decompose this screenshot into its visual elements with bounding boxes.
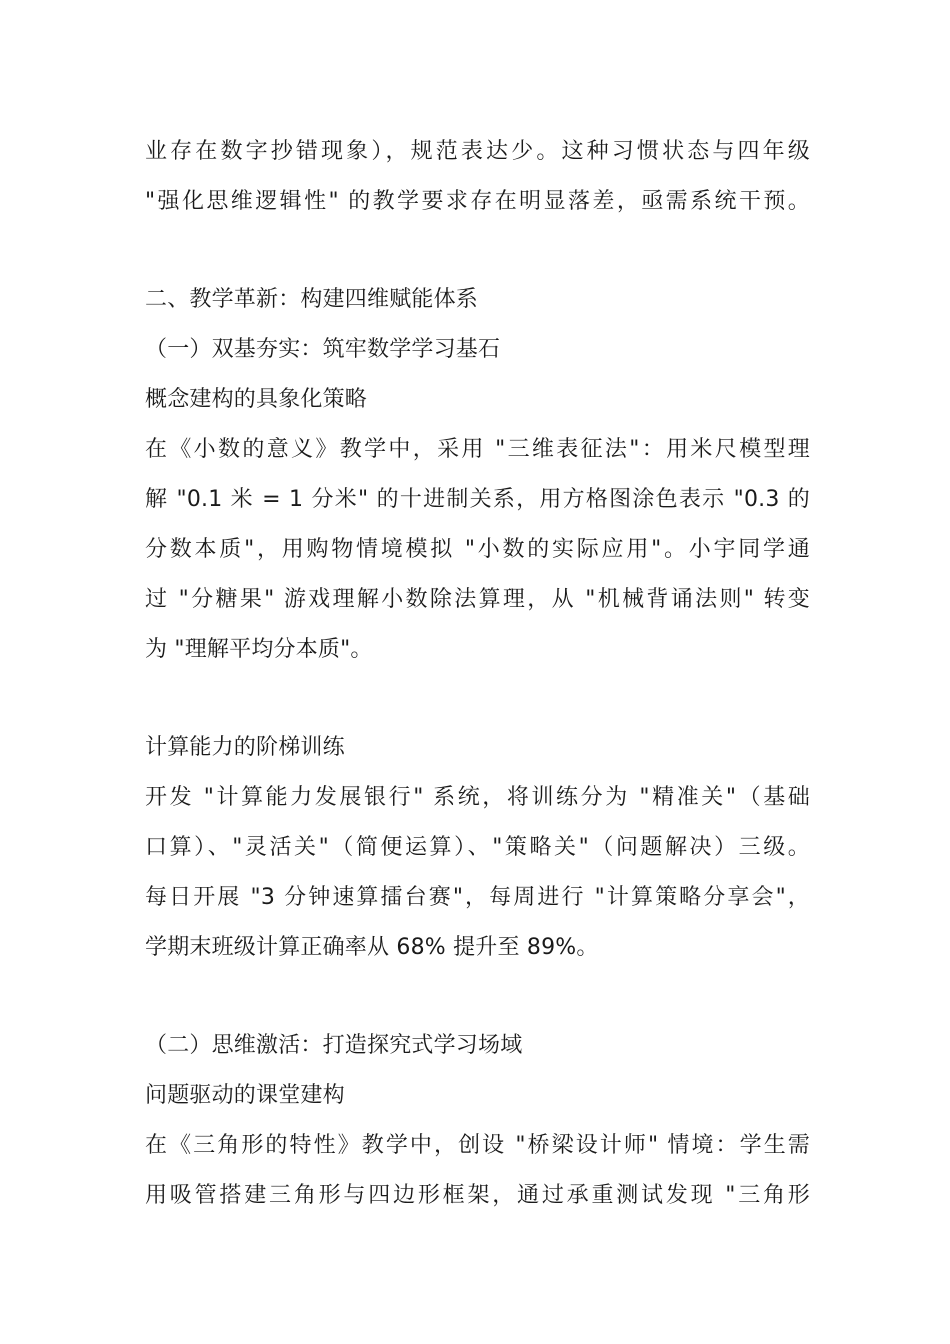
paragraph-line-8: 开发 "计算能力发展银行" 系统，将训练分为 "精准关"（基础 <box>145 785 810 810</box>
paragraph-line-12: 在《三角形的特性》教学中，创设 "桥梁设计师" 情境：学生需 <box>145 1133 810 1158</box>
paragraph-line-1: 业存在数字抄错现象），规范表达少。这种习惯状态与四年级 <box>145 139 810 164</box>
paragraph-line-9: 口算）、"灵活关"（简便运算）、"策略关"（问题解决）三级。 <box>145 835 810 860</box>
topic-heading: 概念建构的具象化策略 <box>145 387 368 412</box>
topic-heading: 计算能力的阶梯训练 <box>145 735 345 760</box>
paragraph-line-5: 分数本质"，用购物情境模拟 "小数的实际应用"。小宇同学通 <box>145 537 810 562</box>
paragraph-line-13: 用吸管搭建三角形与四边形框架，通过承重测试发现 "三角形 <box>145 1183 810 1208</box>
paragraph-line-6: 过 "分糖果" 游戏理解小数除法算理，从 "机械背诵法则" 转变 <box>145 587 810 612</box>
paragraph-line-2: "强化思维逻辑性" 的教学要求存在明显落差，亟需系统干预。 <box>145 189 810 214</box>
paragraph-line-10: 每日开展 "3 分钟速算擂台赛"，每周进行 "计算策略分享会"， <box>145 885 810 910</box>
topic-heading: 问题驱动的课堂建构 <box>145 1083 345 1108</box>
subsection-heading: （二）思维激活：打造探究式学习场域 <box>145 1033 523 1058</box>
paragraph-line-4: 解 "0.1 米 = 1 分米" 的十进制关系，用方格图涂色表示 "0.3 的 <box>145 487 810 512</box>
section-heading: 二、教学革新：构建四维赋能体系 <box>145 287 479 312</box>
subsection-heading: （一）双基夯实：筑牢数学学习基石 <box>145 337 501 362</box>
paragraph-line-7: 为 "理解平均分本质"。 <box>145 637 373 662</box>
paragraph-line-11: 学期末班级计算正确率从 68% 提升至 89%。 <box>145 935 599 960</box>
paragraph-line-3: 在《小数的意义》教学中，采用 "三维表征法"：用米尺模型理 <box>145 437 810 462</box>
